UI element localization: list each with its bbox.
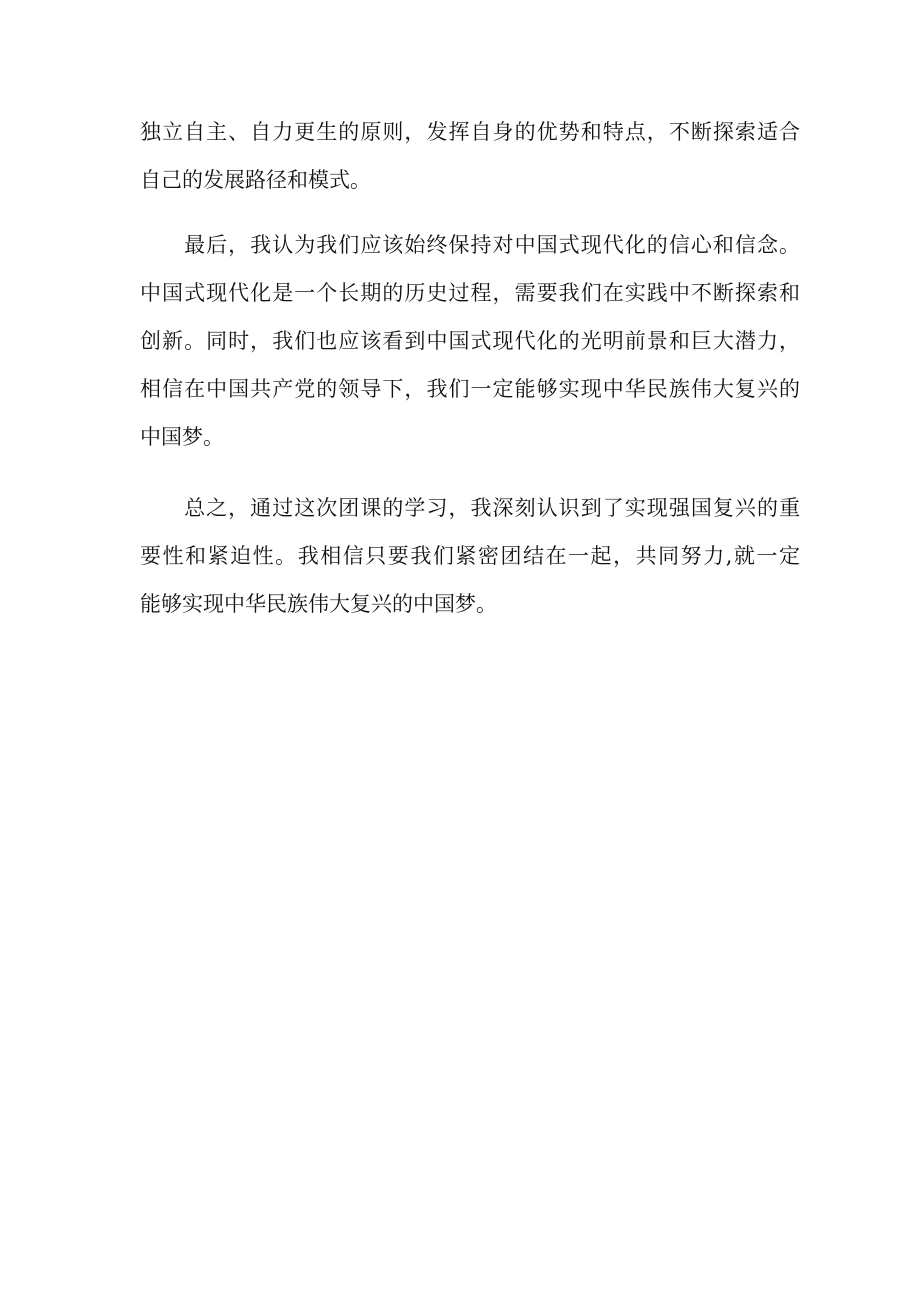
paragraph-1 <box>140 108 800 204</box>
paragraph-line: 要性和紧迫性。我相信只要我们紧密团结在一起，共同努力,就一定 <box>140 544 800 568</box>
paragraph-line: 创新。同时，我们也应该看到中国式现代化的光明前景和巨大潜力， <box>140 329 800 353</box>
paragraph-line: 中国梦。 <box>140 425 224 449</box>
paragraph-line: 自己的发展路径和模式。 <box>140 168 371 192</box>
paragraph-2 <box>140 221 800 461</box>
paragraph-line: 能够实现中华民族伟大复兴的中国梦。 <box>140 592 497 616</box>
paragraph-line: 总之，通过这次团课的学习，我深刻认识到了实现强国复兴的重 <box>140 496 800 520</box>
paragraph-3 <box>140 484 800 628</box>
paragraph-line: 最后，我认为我们应该始终保持对中国式现代化的信心和信念。 <box>140 233 800 257</box>
paragraph-line: 相信在中国共产党的领导下，我们一定能够实现中华民族伟大复兴的 <box>140 377 800 401</box>
paragraph-line: 中国式现代化是一个长期的历史过程，需要我们在实践中不断探索和 <box>140 281 800 305</box>
paragraph-line: 独立自主、自力更生的原则，发挥自身的优势和特点，不断探索适合 <box>140 120 800 144</box>
